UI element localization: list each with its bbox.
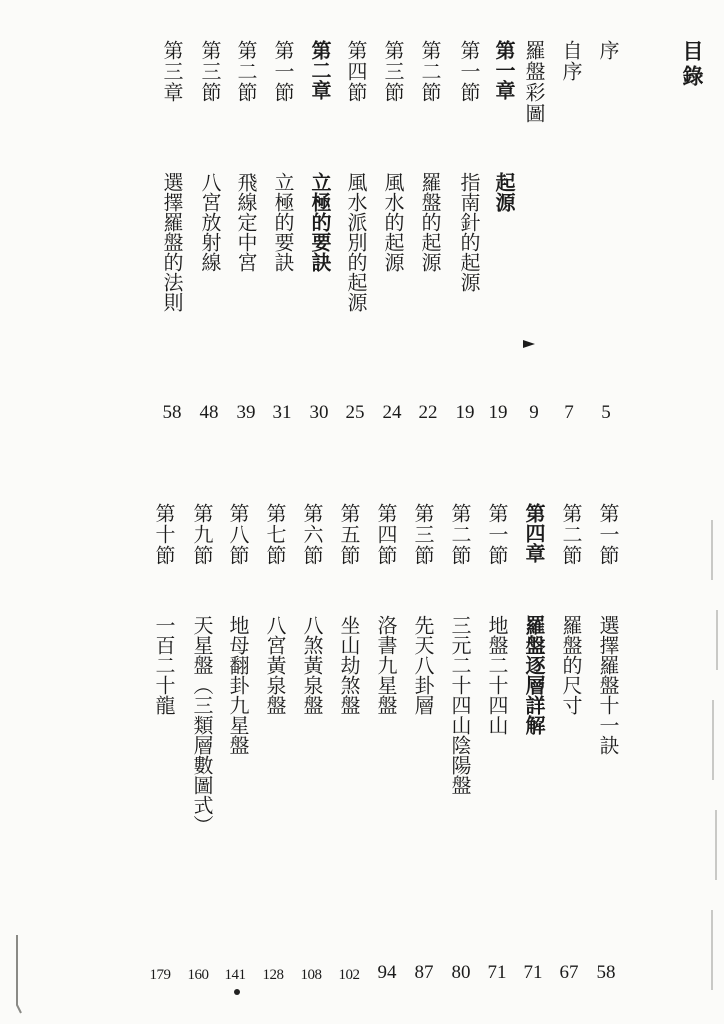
page-number: 71 [523, 962, 543, 983]
toc-entry-text [372, 615, 398, 715]
entry-label: 第一節 [457, 40, 481, 103]
entry-label: 第五節 [337, 503, 361, 566]
entry-label: 第一章 [492, 40, 516, 100]
page-number: 7 [564, 402, 574, 423]
entry-text: 洛書九星盤 [374, 615, 398, 715]
toc-entry [188, 503, 214, 566]
page-number: 108 [300, 967, 322, 983]
toc-entry [520, 40, 546, 124]
entry-text: 羅盤的尺寸 [559, 615, 583, 715]
toc-entry-text [269, 172, 295, 272]
toc-entry [409, 503, 435, 566]
bleed-through-marks [708, 520, 722, 990]
toc-entry [446, 503, 472, 566]
toc-entry-text [224, 615, 250, 755]
page-number: 128 [262, 967, 284, 983]
entry-label: 第二節 [418, 40, 442, 103]
page-number: 19 [488, 402, 508, 423]
toc-entry-text [232, 172, 258, 272]
page-number: 5 [601, 402, 611, 423]
toc-entry [416, 40, 442, 103]
entry-label: 第二節 [234, 40, 258, 103]
toc-entry [483, 503, 509, 566]
page-number: 19 [455, 402, 475, 423]
page-number: 141 [224, 967, 246, 983]
page-number: 160 [187, 967, 209, 983]
entry-label: 第一節 [485, 503, 509, 566]
entry-label: 第二節 [559, 503, 583, 566]
toc-entry-text [557, 615, 583, 715]
toc-entry-text [335, 615, 361, 715]
toc-entry [342, 40, 368, 103]
toc-entry [232, 40, 258, 103]
toc-entry-text [455, 172, 481, 292]
entry-text: 天星盤（三類層數圖式） [190, 615, 214, 835]
entry-text: 八宮黃泉盤 [263, 615, 287, 715]
entry-text: 風水派別的起源 [344, 172, 368, 312]
page-number: 71 [487, 962, 507, 983]
arrow-mark-icon [505, 338, 535, 350]
entry-label: 第三節 [381, 40, 405, 103]
toc-entry [379, 40, 405, 103]
entry-label: 第七節 [263, 503, 287, 566]
entry-text: 選擇羅盤十一訣 [596, 615, 620, 755]
entry-label: 第四節 [374, 503, 398, 566]
entry-label: 第二章 [308, 40, 332, 100]
toc-entry [455, 40, 481, 103]
toc-entry [298, 503, 324, 566]
toc-entry [306, 40, 332, 100]
entry-text: 八煞黃泉盤 [300, 615, 324, 715]
toc-entry [224, 503, 250, 566]
entry-text: 一百二十龍 [152, 615, 176, 715]
entry-label: 第四節 [344, 40, 368, 103]
entry-text: 坐山劫煞盤 [337, 615, 361, 715]
page-number: 94 [377, 962, 397, 983]
ink-dot [234, 989, 240, 995]
toc-entry-text [379, 172, 405, 272]
entry-text: 選擇羅盤的法則 [160, 172, 184, 312]
entry-label: 第十節 [152, 503, 176, 566]
entry-text: 風水的起源 [381, 172, 405, 272]
toc-entry [520, 503, 546, 563]
page-number: 24 [382, 402, 402, 423]
page-number: 31 [272, 402, 292, 423]
page-number: 179 [149, 967, 171, 983]
toc-entry-text [150, 615, 176, 715]
toc-entry [150, 503, 176, 566]
toc-entry [594, 503, 620, 566]
page-number: 9 [529, 402, 539, 423]
toc-entry [372, 503, 398, 566]
toc-entry-text [594, 615, 620, 755]
entry-label: 第一節 [271, 40, 295, 103]
toc-entry-text [490, 172, 516, 212]
entry-text: 立極的要訣 [308, 172, 332, 272]
entry-text: 起源 [492, 172, 516, 212]
page-number: 25 [345, 402, 365, 423]
entry-label: 羅盤彩圖 [522, 40, 546, 124]
entry-label: 第六節 [300, 503, 324, 566]
entry-text: 三元二十四山陰陽盤 [448, 615, 472, 795]
page-number: 80 [451, 962, 471, 983]
entry-label: 第九節 [190, 503, 214, 566]
entry-label: 第四章 [522, 503, 546, 563]
entry-text: 羅盤逐層詳解 [522, 615, 546, 735]
entry-label: 序 [596, 40, 620, 61]
toc-entry [594, 40, 620, 61]
toc-entry-text [306, 172, 332, 272]
entry-label: 第三節 [411, 503, 435, 566]
entry-label: 第八節 [226, 503, 250, 566]
entry-text: 地盤二十四山 [485, 615, 509, 735]
toc-entry-text [196, 172, 222, 272]
toc-entry [557, 40, 583, 82]
page-title: 目錄 [680, 40, 704, 90]
page-number: 67 [559, 962, 579, 983]
toc-entry [196, 40, 222, 103]
entry-label: 第三章 [160, 40, 184, 103]
toc-entry-text [298, 615, 324, 715]
entry-label: 第二節 [448, 503, 472, 566]
toc-entry [335, 503, 361, 566]
entry-text: 指南針的起源 [457, 172, 481, 292]
entry-text: 羅盤的起源 [418, 172, 442, 272]
entry-text: 先天八卦層 [411, 615, 435, 715]
page-number: 39 [236, 402, 256, 423]
toc-entry-text [342, 172, 368, 312]
page-number: 30 [309, 402, 329, 423]
entry-text: 飛線定中宮 [234, 172, 258, 272]
toc-entry-text [188, 615, 214, 835]
toc-entry-text [446, 615, 472, 795]
page-number: 58 [596, 962, 616, 983]
page-number: 22 [418, 402, 438, 423]
toc-entry [557, 503, 583, 566]
toc-entry [269, 40, 295, 103]
entry-label: 第一節 [596, 503, 620, 566]
page-number: 87 [414, 962, 434, 983]
entry-label: 自序 [559, 40, 583, 82]
toc-entry-text [261, 615, 287, 715]
toc-entry [490, 40, 516, 100]
toc-entry-text [158, 172, 184, 312]
toc-entry-text [409, 615, 435, 715]
page-number: 102 [338, 967, 360, 983]
entry-text: 地母翻卦九星盤 [226, 615, 250, 755]
entry-label: 第三節 [198, 40, 222, 103]
toc-entry-text [416, 172, 442, 272]
entry-text: 八宮放射線 [198, 172, 222, 272]
toc-entry-text [520, 615, 546, 735]
page-number: 48 [199, 402, 219, 423]
toc-entry [158, 40, 184, 103]
page-number: 58 [162, 402, 182, 423]
entry-text: 立極的要訣 [271, 172, 295, 272]
toc-entry-text [483, 615, 509, 735]
scan-edge-mark [14, 935, 22, 1015]
toc-entry [261, 503, 287, 566]
